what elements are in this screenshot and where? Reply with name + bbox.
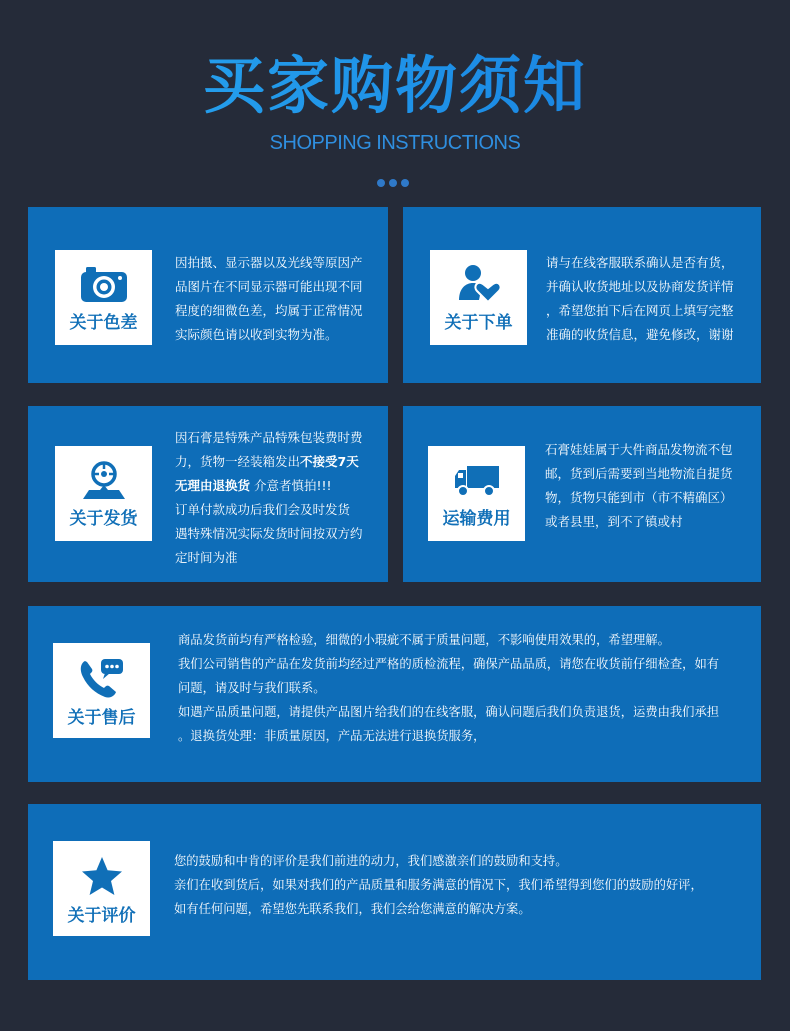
review-line: 您的鼓励和中肯的评价是我们前进的动力，我们感激亲们的鼓励和支持。 [174, 854, 568, 868]
freight-label: 运输费用 [442, 509, 511, 529]
freight-line: 或者县里，到不了镇或村 [545, 514, 683, 529]
review-label: 关于评价 [67, 906, 136, 926]
after-sales-line: 问题，请及时与我们联系。 [178, 681, 326, 695]
user-heart-icon [457, 264, 501, 304]
freight-line: 石膏娃娃属于大件商品发物流不包 [545, 442, 733, 457]
shipping-line: 定时间为准 [175, 550, 238, 565]
shipping-panel [28, 406, 388, 582]
order-icon-box [430, 250, 527, 345]
after-sales-line: 。退换货处理：非质量原因，产品无法进行退换货服务， [178, 729, 486, 743]
freight-text [545, 438, 733, 534]
review-text [174, 849, 703, 921]
shipping-line: 遇特殊情况实际发货时间按双方约 [175, 526, 363, 541]
truck-icon [453, 460, 501, 500]
freight-icon-box [428, 446, 525, 541]
shipping-line-text: 介意者慎拍!!! [254, 478, 332, 493]
color-diff-line: 程度的细微色差，均属于正常情况 [175, 303, 363, 318]
shipping-line-emphasis: 不接受7天 [300, 454, 359, 469]
after-sales-line: 商品发货前均有严格检验，细微的小瑕疵不属于质量问题，不影响使用效果的，希望理解。 [178, 633, 670, 647]
review-panel [28, 804, 761, 980]
order-panel [403, 207, 761, 383]
review-icon-box [53, 841, 150, 936]
order-label: 关于下单 [444, 313, 513, 333]
page-title: 买家购物须知 [0, 46, 790, 126]
after-sales-label: 关于售后 [67, 708, 136, 728]
order-line: 请与在线客服联系确认是否有货， [546, 255, 734, 270]
camera-icon [79, 264, 129, 304]
decorative-dots [377, 172, 413, 182]
shipping-text [175, 426, 363, 570]
phone-chat-icon [79, 657, 125, 699]
color-diff-label: 关于色差 [69, 313, 138, 333]
after-sales-text [178, 628, 719, 748]
star-icon [80, 855, 124, 897]
after-sales-panel [28, 606, 761, 782]
after-sales-line: 我们公司销售的产品在发货前均经过严格的质检流程，确保产品品质，请您在收货前仔细检查，如有 [178, 657, 720, 671]
color-diff-panel [28, 207, 388, 383]
location-pin-icon [81, 460, 127, 500]
shipping-line-emphasis: 无理由退换货 [175, 478, 251, 493]
shipping-icon-box [55, 446, 152, 541]
freight-line: 物，货物只能到市（市不精确区） [545, 490, 733, 505]
color-diff-line: 实际颜色请以收到实物为准。 [175, 327, 338, 342]
shipping-line [175, 450, 363, 474]
after-sales-icon-box [53, 643, 150, 738]
order-line: 准确的收货信息，避免修改，谢谢 [546, 327, 734, 342]
order-text [546, 251, 734, 347]
shipping-line-text: 力，货物一经装箱发出 [175, 454, 301, 469]
review-line: 亲们在收到货后，如果对我们的产品质量和服务满意的情况下，我们希望得到您们的鼓励的好评， [174, 878, 703, 892]
color-diff-icon-box [55, 250, 152, 345]
freight-line: 邮，货到后需要到当地物流自提货 [545, 466, 733, 481]
page-subtitle: SHOPPING INSTRUCTIONS [269, 132, 521, 154]
freight-panel [403, 406, 761, 582]
color-diff-line: 因拍摄、显示器以及光线等原因产 [175, 255, 363, 270]
order-line: 并确认收货地址以及协商发货详情 [546, 279, 734, 294]
shipping-line: 订单付款成功后我们会及时发货 [175, 502, 351, 517]
color-diff-line: 品图片在不同显示器可能出现不同 [175, 279, 363, 294]
order-line: ，希望您拍下后在网页上填写完整 [546, 303, 734, 318]
color-diff-text [175, 251, 363, 347]
after-sales-line: 如遇产品质量问题，请提供产品图片给我们的在线客服，确认问题后我们负责退货，运费由我们承担 [178, 705, 720, 719]
review-line: 如有任何问题，希望您先联系我们，我们会给您满意的解决方案。 [174, 902, 531, 916]
shipping-label: 关于发货 [69, 509, 138, 529]
shipping-line [175, 474, 363, 498]
shipping-line: 因石膏是特殊产品特殊包装费时费 [175, 430, 363, 445]
